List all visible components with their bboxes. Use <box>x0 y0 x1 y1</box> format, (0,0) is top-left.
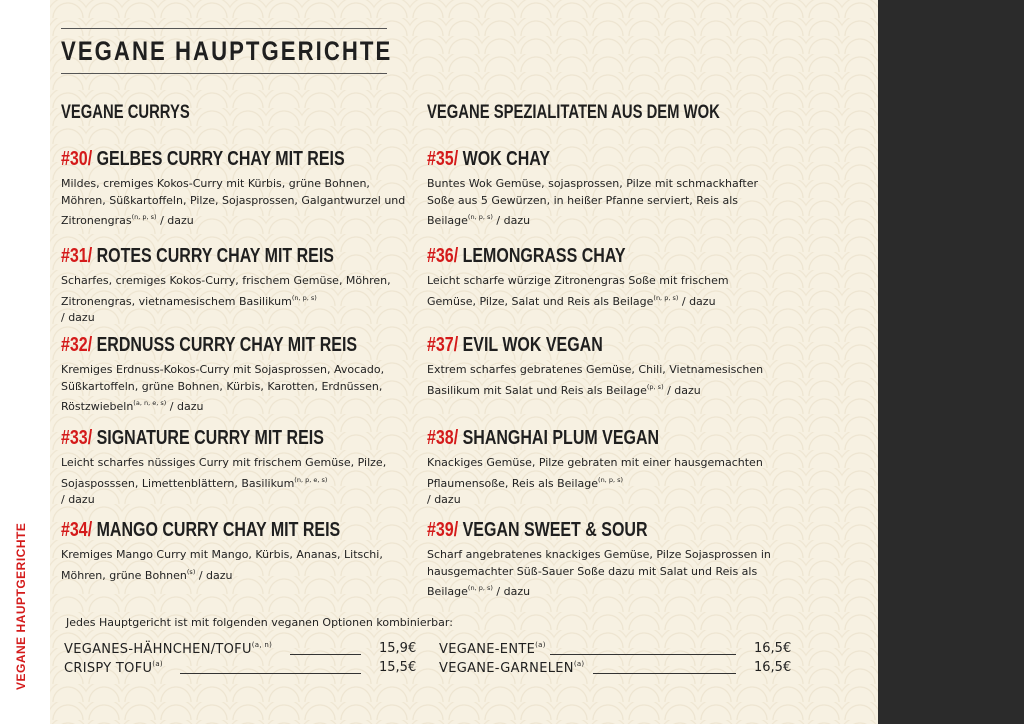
option-price: 16,5€ <box>754 660 792 675</box>
dish-description: Scharf angebratenes knackiges Gemüse, Pilze Sojasprossen in hausgemachter Süß-Sauer Soße dazu mit Salat und Reis als Beilage$^{(n, p, s)}$ / dazu <box>427 548 771 598</box>
dish-number: #36/ <box>427 245 459 267</box>
dish-title <box>427 517 707 543</box>
leader-line <box>180 673 361 674</box>
dish-name: EVIL WOK VEGAN <box>462 334 603 356</box>
menu-item <box>61 146 411 230</box>
dish-description: Mildes, cremiges Kokos-Curry mit Kürbis, grüne Bohnen, Möhren, Süßkartoffeln, Pilze, Sojasprossen, Galgantwurzel und Zitronengras$^{(n, p, s)}$ / dazu <box>61 177 406 227</box>
dish-number: #34/ <box>61 519 93 541</box>
dish-number: #30/ <box>61 148 93 170</box>
dish-description: Scharfes, cremiges Kokos-Curry, frischem Gemüse, Möhren, Zitronengras, vietnamesischem Basilikum$^{(n, p, s)}$ / dazu <box>61 274 391 324</box>
dish-description: Leicht scharfes nüssiges Curry mit frischem Gemüse, Pilze, Sojasposssen, Limettenblättern, Basilikum$^{(n, p, e, s)}$ / dazu <box>61 456 387 506</box>
dish-title <box>427 425 707 451</box>
dish-number: #39/ <box>427 519 459 541</box>
dish-name: WOK CHAY <box>462 148 551 170</box>
curry-column <box>61 100 411 582</box>
dish-name: SHANGHAI PLUM VEGAN <box>462 427 660 449</box>
leader-line <box>593 673 736 674</box>
dish-description: Kremiges Erdnuss-Kokos-Curry mit Sojasprossen, Avocado, Süßkartoffeln, grüne Bohnen, Kürbis, Karotten, Erdnüssen, Röstzwiebeln$^{(a, n, e, s)}$ / dazu <box>61 363 385 413</box>
dish-name: ERDNUSS CURRY CHAY MIT REIS <box>96 334 358 356</box>
menu-page <box>50 0 878 724</box>
menu-item <box>427 146 777 230</box>
side-label: VEGANE HAUPTGERICHTE <box>14 522 28 690</box>
option-price: 15,9€ <box>379 641 417 656</box>
dish-name: GELBES CURRY CHAY MIT REIS <box>96 148 345 170</box>
allergen-codes: (p, s) <box>646 382 664 391</box>
option-row <box>439 641 546 659</box>
dish-title <box>427 243 707 269</box>
dish-title <box>61 146 345 172</box>
allergen-codes: (a) <box>573 660 585 668</box>
dish-title <box>61 332 358 358</box>
option-row <box>64 660 163 678</box>
allergen-codes: (n, p, s) <box>467 213 493 221</box>
allergen-codes: (a, n, e, s) <box>133 399 167 407</box>
option-price: 15,5€ <box>379 660 417 675</box>
dish-title <box>61 243 341 269</box>
dish-name: VEGAN SWEET & SOUR <box>462 519 648 541</box>
dish-description: Kremiges Mango Curry mit Mango, Kürbis, Ananas, Litschi, Möhren, grüne Bohnen$^{(s)}$ / dazu <box>61 548 383 582</box>
wok-column <box>427 100 777 598</box>
dark-side-panel <box>878 0 1024 724</box>
allergen-codes: (n, p, s) <box>467 584 493 592</box>
menu-item <box>427 243 777 310</box>
dish-title <box>427 332 707 358</box>
option-row <box>64 641 272 659</box>
allergen-codes: (s) <box>186 567 196 576</box>
allergen-codes: (n, p, s) <box>653 293 679 302</box>
menu-item <box>427 425 777 509</box>
dish-number: #31/ <box>61 245 93 267</box>
dish-number: #33/ <box>61 427 93 449</box>
left-margin-strip <box>0 0 50 724</box>
allergen-codes: (n, p, s) <box>291 293 317 302</box>
option-name: VEGANE-GARNELEN <box>439 661 574 676</box>
allergen-codes: (a, n) <box>251 641 273 649</box>
option-name: VEGANE-ENTE <box>439 642 536 657</box>
menu-item <box>61 243 411 327</box>
leader-line <box>290 654 361 655</box>
dish-number: #35/ <box>427 148 459 170</box>
menu-item <box>61 517 411 584</box>
page-header <box>61 28 393 74</box>
section-heading: VEGANE CURRYS <box>61 102 190 123</box>
option-price: 16,5€ <box>754 641 792 656</box>
dish-title <box>61 517 341 543</box>
dish-number: #37/ <box>427 334 459 356</box>
page-title: VEGANE HAUPTGERICHTE <box>61 36 393 66</box>
dish-name: ROTES CURRY CHAY MIT REIS <box>96 245 334 267</box>
dish-number: #32/ <box>61 334 93 356</box>
allergen-codes: (n, p, e, s) <box>294 475 328 484</box>
dish-number: #38/ <box>427 427 459 449</box>
allergen-codes: (n, p, s) <box>131 213 157 221</box>
title-rule-bottom <box>61 73 387 74</box>
menu-item <box>427 517 777 601</box>
dish-name: MANGO CURRY CHAY MIT REIS <box>96 519 341 541</box>
option-row <box>439 660 584 678</box>
allergen-codes: (a) <box>152 660 163 668</box>
option-name: CRISPY TOFU <box>64 661 153 676</box>
dish-description: Buntes Wok Gemüse, sojasprossen, Pilze mit schmackhafter Soße aus 5 Gewürzen, in heißer Pfanne serviert, Reis als Beilage$^{(n, p, s)}$ / dazu <box>427 177 759 227</box>
dish-description: Knackiges Gemüse, Pilze gebraten mit einer hausgemachten Pflaumensoße, Reis als Beilage$^{(n, p, s)}$ / dazu <box>427 456 763 506</box>
menu-item <box>61 425 411 509</box>
dish-title <box>427 146 707 172</box>
menu-item <box>61 332 411 416</box>
dish-title <box>61 425 341 451</box>
dish-name: LEMONGRASS CHAY <box>462 245 626 267</box>
dish-description: Extrem scharfes gebratenes Gemüse, Chili, Vietnamesischen Basilikum mit Salat und Reis als Beilage$^{(p, s)}$ / dazu <box>427 363 764 397</box>
dish-name: SIGNATURE CURRY MIT REIS <box>96 427 324 449</box>
allergen-codes: (a) <box>535 641 546 649</box>
menu-item <box>427 332 777 399</box>
dish-description: Leicht scharfe würzige Zitronengras Soße mit frischem Gemüse, Pilze, Salat und Reis als Beilage$^{(n, p, s)}$ / dazu <box>427 274 729 308</box>
section-heading: VEGANE SPEZIALITATEN AUS DEM WOK <box>427 102 720 123</box>
options-intro: Jedes Hauptgericht ist mit folgenden veganen Optionen kombinierbar: <box>66 616 453 629</box>
allergen-codes: (n, p, s) <box>598 475 623 484</box>
option-name: VEGANES-HÄHNCHEN/TOFU <box>64 642 252 657</box>
leader-line <box>550 654 736 655</box>
